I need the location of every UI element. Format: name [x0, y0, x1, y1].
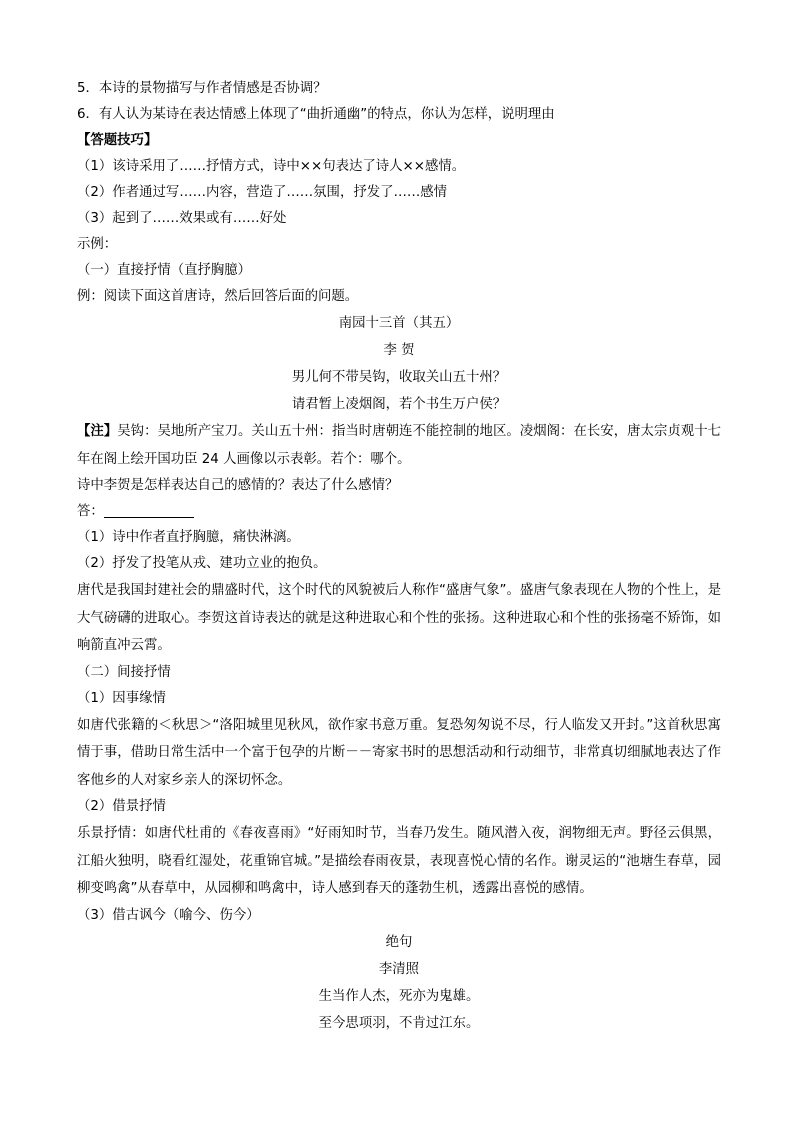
answer-blank	[104, 502, 194, 518]
poem-1-title: 南园十三首（其五）	[338, 316, 460, 331]
question-6: 6．有人认为某诗在表达情感上体现了“曲折通幽”的特点，你认为怎样，说明理由	[77, 107, 555, 122]
question-text: 诗中李贺是怎样表达自己的感情的？表达了什么感情？	[77, 478, 399, 493]
example-label: 示例：	[77, 237, 118, 252]
tip-3: （3）起到了……效果或有……好处	[77, 211, 287, 226]
answer-2: （2）抒发了投笔从戎、建功立业的抱负。	[77, 556, 327, 571]
question-5: 5．本诗的景物描写与作者情感是否协调？	[77, 81, 327, 96]
paragraph-qiusi: 如唐代张籍的＜秋思＞“洛阳城里见秋风，欲作家书意万重。复恐匆匆说不尽，行人临发又开封。”这首秋思寓情于事，借助日常生活中一个富于包孕的片断－－寄家书时的思想活动和行动细节，非常真切细腻地表达了作客他乡的人对家乡亲人的深切怀念。	[77, 717, 721, 788]
paragraph-spring-rain: 乐景抒情：如唐代杜甫的《春夜喜雨》“好雨知时节，当春乃发生。随风潜入夜，润物细无声。野径云俱黑，江船火独明，晓看红湿处，花重锦官城。”是描绘春雨夜景，表现喜悦心情的名作。谢灵运的“池塘生春草，园柳变鸣禽”从春草中，从园柳和鸣禽中，诗人感到春天的蓬勃生机，透露出喜悦的感情。	[77, 826, 721, 896]
tip-1: （1）该诗采用了……抒情方式，诗中××句表达了诗人××感情。	[77, 159, 466, 174]
sub-scene-emotion: （2）借景抒情	[77, 799, 166, 814]
section-indirect-lyric: （二）间接抒情	[77, 664, 171, 680]
paragraph-tang: 唐代是我国封建社会的鼎盛时代，这个时代的风貌被后人称作“盛唐气象”。盛唐气象表现在人物的个性上，是大气磅礴的进取心。李贺这首诗表达的就是这种进取心和个性的张扬。这种进取心和个性的张扬毫不矫饰，如响箭直冲云霄。	[77, 583, 721, 653]
poem-2-line-1: 生当作人杰，死亦为鬼雄。	[318, 988, 480, 1004]
read-prompt: 例：阅读下面这首唐诗，然后回答后面的问题。	[77, 289, 359, 304]
tip-2: （2）作者通过写……内容，营造了……氛围，抒发了……感情	[77, 185, 448, 200]
poem-1-author: 李 贺	[383, 343, 415, 358]
poem-2-author: 李清照	[378, 961, 420, 977]
sub-event-emotion: （1）因事缘情	[77, 690, 166, 706]
poem-1-line-1: 男儿何不带吴钩，收取关山五十州？	[291, 370, 507, 385]
answer-line	[77, 499, 721, 525]
annotation-label: 【注】	[77, 424, 118, 439]
poem-2-title: 绝句	[385, 934, 413, 950]
poem-2-line-2: 至今思项羽，不肯过江东。	[318, 1015, 480, 1031]
tips-heading: 【答题技巧】	[77, 133, 158, 148]
poem-1-line-2: 请君暂上凌烟阁，若个书生万户侯？	[291, 397, 507, 412]
section-direct-lyric: （一）直接抒情（直抒胸臆）	[77, 263, 252, 278]
sub-ancient-present: （3）借古讽今（喻今、伤今）	[77, 907, 260, 923]
annotation	[77, 418, 721, 473]
answer-1: （1）诗中作者直抒胸臆，痛快淋漓。	[77, 530, 300, 545]
document-page	[77, 76, 721, 1037]
annotation-text: 吴钩：吴地所产宝刀。关山五十州：指当时唐朝连不能控制的地区。凌烟阁：在长安，唐太宗贞观十七年在阁上绘开国功臣 24 人画像以示表彰。若个：哪个。	[77, 424, 722, 467]
answer-label: 答：	[77, 504, 104, 519]
